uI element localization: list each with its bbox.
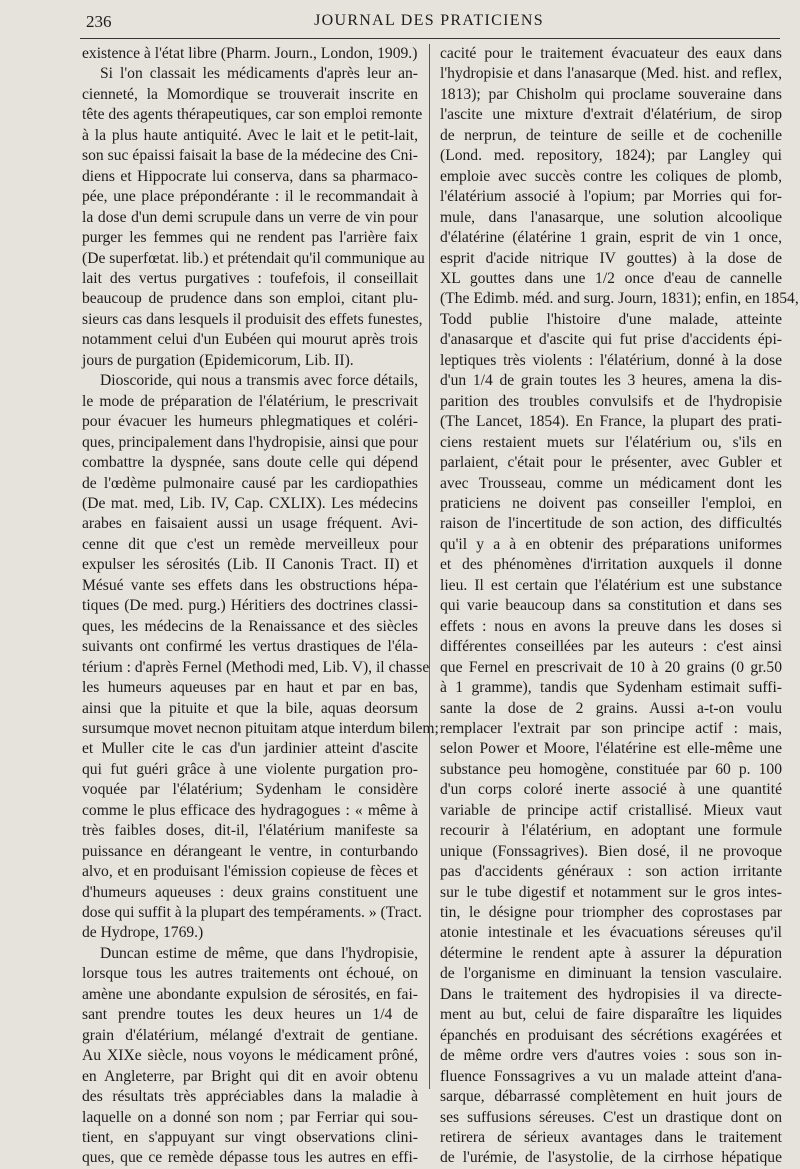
text-line: des résultats très appréciables dans la maladie à [82, 1088, 418, 1106]
text-line: d'un 1/4 de grain toutes les 3 heures, amena la dis- [440, 372, 782, 390]
text-line: d'anasarque et d'ascite qui fut prise d'accidents épi- [440, 331, 782, 349]
text-line: très faibles doses, dit-il, l'élatérium manifeste sa [82, 822, 418, 840]
text-line: Si l'on classait les médicaments d'après leur an- [100, 65, 418, 83]
text-line: ses suffusions séreuses. C'est un drastique dont on [440, 1108, 782, 1126]
text-line: Dioscoride, qui nous a transmis avec force détails, [100, 372, 418, 390]
text-line: différentes conseillées par les auteurs : c'est ainsi [440, 638, 782, 656]
text-line: ques, les médecins de la Renaissance et des siècles [82, 617, 418, 635]
text-line: praticiens ne doivent pas conseiller l'emploi, en [440, 494, 782, 512]
text-line: et Muller cite le cas d'un jardinier atteint d'ascite [82, 740, 418, 758]
text-line: (The Edimb. méd. and surg. Journ, 1831); enfin, en 1854, [440, 290, 799, 308]
text-line: lorsque tous les autres traitements ont échoué, on [82, 965, 418, 983]
text-line: de l'organisme en diminuant la tension vasculaire. [440, 965, 782, 983]
text-line: tin, le désigne pour triompher des coprostases par [440, 904, 782, 922]
text-line: (De superfœtat. lib.) et prétendait qu'il communique au [82, 249, 425, 267]
text-line: atonie intestinale et les évacuations séreuses qu'il [440, 924, 782, 942]
text-line: ques, principalement dans l'hydropisie, ainsi que pour [82, 433, 418, 451]
text-line: térium : d'après Fernel (Methodi med, Lib. V), il chasse [82, 658, 430, 676]
text-line: selon Power et Moore, l'élatérine est elle-même une [440, 740, 782, 758]
text-line: variable de principe actif cristallisé. Mieux vaut [440, 801, 782, 819]
text-line: XL gouttes dans une 1/2 once d'eau de cannelle [440, 269, 782, 287]
text-line: sursumque movet necnon pituitam atque interdum bilem; [82, 719, 439, 737]
text-line: mule, dans l'anasarque, une solution alcoolique [440, 208, 782, 226]
text-line: (The Lancet, 1854). En France, la plupart des prati- [440, 413, 782, 431]
text-line: tiques (De med. purg.) Héritiers des doctrines classi- [82, 597, 418, 615]
running-header [86, 12, 772, 36]
text-line: à 1 gramme), tandis que Sydenham estimait suffi- [440, 679, 782, 697]
page-number: 236 [86, 12, 112, 31]
text-line: puissance en dérangeant le ventre, in conturbando [82, 842, 418, 860]
text-line: ainsi que la pituite et que la bile, aquas deorsum [82, 699, 418, 717]
text-line: sieurs cas dans lesquels il produisit des effets funestes, [82, 310, 423, 328]
text-line: le mode de préparation de l'élatérium, le prescrivait [82, 392, 418, 410]
text-line: à la plus haute antiquité. Avec le lait et le petit-lait, [82, 126, 418, 144]
text-line: qu'il y a à en obtenir des préparations uniformes [440, 535, 782, 553]
text-line: d'humeurs aqueuses : deux grains constituent une [82, 883, 418, 901]
text-line: l'hydropisie et dans l'anasarque (Med. hist. and reflex, [440, 65, 782, 83]
right-text-column [440, 44, 799, 1167]
text-line: tête des agents thérapeutiques, car son emploi remonte [82, 106, 423, 124]
text-line: unique (Fonssagrives). Bien dosé, il ne provoque [440, 842, 782, 860]
text-line: esprit d'acide nitrique IV gouttes) à la dose de [440, 249, 782, 267]
text-line: et des phénomènes d'irritation auxquels il donne [440, 556, 782, 574]
text-line: pée, une place prépondérante : il le recommandait à [82, 188, 418, 206]
text-line: retirera de sérieux avantages dans le traitement [440, 1129, 782, 1147]
text-line: suivants ont confirmé les vertus drastiques de l'éla- [82, 638, 418, 656]
text-line: Todd publie l'histoire d'une malade, atteinte [440, 310, 782, 328]
text-line: amène une abondante expulsion de sérosités, en fai- [82, 985, 418, 1003]
text-line: pas d'accidents généraux : son action irritante [440, 863, 782, 881]
text-line: lieu. Il est certain que l'élatérium est une substance [440, 576, 782, 594]
text-line: cacité pour le traitement évacuateur des eaux dans [440, 45, 782, 62]
text-line: sante la dose de 2 grains. Aussi a-t-on voulu [440, 699, 782, 717]
journal-title: JOURNAL DES PRATICIENS [314, 12, 544, 29]
text-line: laquelle on a donné son nom ; par Ferriar qui sou- [82, 1108, 418, 1126]
text-line: Au XIXe siècle, nous voyons le médicament prôné, [82, 1047, 418, 1065]
text-line: de l'urémie, de l'asystolie, de la cirrhose hépatique [440, 1149, 782, 1167]
text-line: qui fut guéri grâce à une violente purgation pro- [82, 760, 418, 778]
text-line: combattre la dyspnée, sans doute celle qui dépend [82, 454, 418, 472]
text-line: cienneté, la Momordique se trouverait inscrite en [82, 85, 418, 103]
text-line: Dans le traitement des hydropisies il va directe- [440, 985, 782, 1003]
text-line: raison de l'incertitude de son action, des difficultés [440, 515, 782, 533]
text-line: parlaient, c'était pour le présenter, avec Gubler et [440, 454, 782, 472]
text-line: avec Trousseau, comme un médicament dont les [440, 474, 782, 492]
text-line: d'élatérine (élatérine 1 grain, esprit de vin 1 once, [440, 229, 782, 247]
text-line: dose qui suffit à la plupart des tempéraments. » (Tract. [82, 904, 422, 922]
text-line: de l'œdème pulmonaire causé par les cardiopathies [82, 474, 418, 492]
text-line: alvo, et en produisant l'émission copieuse de fèces et [82, 863, 418, 881]
text-line: sarque, débarrassé complètement en huit jours de [440, 1088, 782, 1106]
text-line: existence à l'état libre (Pharm. Journ., London, 1909.) [82, 45, 418, 62]
text-line: comme le plus efficace des hydragogues : « même à [82, 801, 418, 819]
text-line: notamment celui d'un Eubéen qui mourut après trois [82, 331, 418, 349]
text-line: épanchés en produisant des sécrétions exagérées et [440, 1026, 782, 1044]
text-line: l'élatérium associé à l'opium; par Morries qui for- [440, 188, 782, 206]
text-line: de même ordre vers d'autres voies : sous son in- [440, 1047, 782, 1065]
column-divider [429, 44, 430, 1089]
text-line: beaucoup de prudence dans son emploi, citant plu- [82, 290, 418, 308]
text-line: sur le tube digestif et notamment sur le gros intes- [440, 883, 782, 901]
text-line: détermine le rendent apte à assurer la dépuration [440, 944, 782, 962]
text-line: (De mat. med, Lib. IV, Cap. CXLIX). Les médecins [82, 494, 418, 512]
text-line: diens et Hippocrate lui conserva, dans sa pharmaco- [82, 167, 418, 185]
text-line: son suc épaissi faisait la base de la médecine des Cni- [82, 147, 418, 165]
text-line: ques, que ce remède dépasse tous les autres en effi- [82, 1149, 418, 1167]
text-line: fluence Fonssagrives a vu un malade atteint d'ana- [440, 1067, 782, 1085]
text-line: emploie avec succès contre les coliques de plomb, [440, 167, 782, 185]
text-line: (Lond. med. repository, 1824); par Langley qui [440, 147, 782, 165]
text-line: ciens restaient muets sur l'élatérium ou, s'ils en [440, 433, 782, 451]
text-line: Duncan estime de même, que dans l'hydropisie, [100, 944, 418, 962]
text-line: pour évacuer les humeurs phlegmatiques et coléri- [82, 413, 418, 431]
text-line: leptiques très violents : l'élatérium, donné à la dose [440, 351, 782, 369]
text-line: 1813); par Chisholm qui proclame souveraine dans [440, 85, 782, 103]
text-line: en Angleterre, par Bright qui dit en avoir obtenu [82, 1067, 418, 1085]
text-line: voquée par l'élatérium; Sydenham le considère [82, 781, 418, 799]
text-line: cenne dit que c'est un remède merveilleux pour [82, 535, 418, 553]
text-line: d'un corps coloré inerte associé à une quantité [440, 781, 782, 799]
text-line: remplacer l'extrait par son principe actif : mais, [440, 719, 782, 737]
text-line: effets : nous en avons la preuve dans les doses si [440, 617, 782, 635]
text-line: grain d'élatérium, mélangé d'extrait de gentiane. [82, 1026, 418, 1044]
text-line: de nerprun, de teinture de seille et de cochenille [440, 126, 782, 144]
text-line: recourir à l'élatérium, en adoptant une formule [440, 822, 782, 840]
text-line: substance peu homogène, constituée par 60 p. 100 [440, 760, 782, 778]
text-line: la dose d'un demi scrupule dans un verre de vin pour [82, 208, 418, 226]
header-rule [80, 38, 780, 39]
text-line: que Fernel en prescrivait de 10 à 20 grains (0 gr.50 [440, 658, 782, 676]
text-line: parition des troubles convulsifs et de l'hydropisie [440, 392, 782, 410]
text-line: arabes en faisaient aussi un usage fréquent. Avi- [82, 515, 418, 533]
text-line: tient, en s'appuyant sur vingt observations clini- [82, 1129, 418, 1147]
text-line: lait des vertus purgatives : toufefois, il conseillait [82, 269, 418, 287]
text-line: jours de purgation (Epidemicorum, Lib. II). [82, 351, 354, 369]
text-line: qui varie beaucoup dans sa constitution et dans ses [440, 597, 782, 615]
left-text-column [82, 44, 439, 1167]
text-line: sant prendre toutes les deux heures un 1/4 de [82, 1006, 418, 1024]
text-line: l'ascite une mixture d'extrait d'élatérium, de sirop [440, 106, 782, 124]
text-line: purger les femmes qui ne rendent pas l'arrière faix [82, 229, 418, 247]
text-line: les humeurs aqueuses par en haut et par en bas, [82, 679, 418, 697]
text-line: de Hydrope, 1769.) [82, 924, 204, 942]
text-line: Mésué vante ses effets dans les obstructions hépa- [82, 576, 418, 594]
text-line: ment au but, celui de faire disparaître les liquides [440, 1006, 782, 1024]
text-line: expulser les sérosités (Lib. II Canonis Tract. II) et [82, 556, 418, 574]
